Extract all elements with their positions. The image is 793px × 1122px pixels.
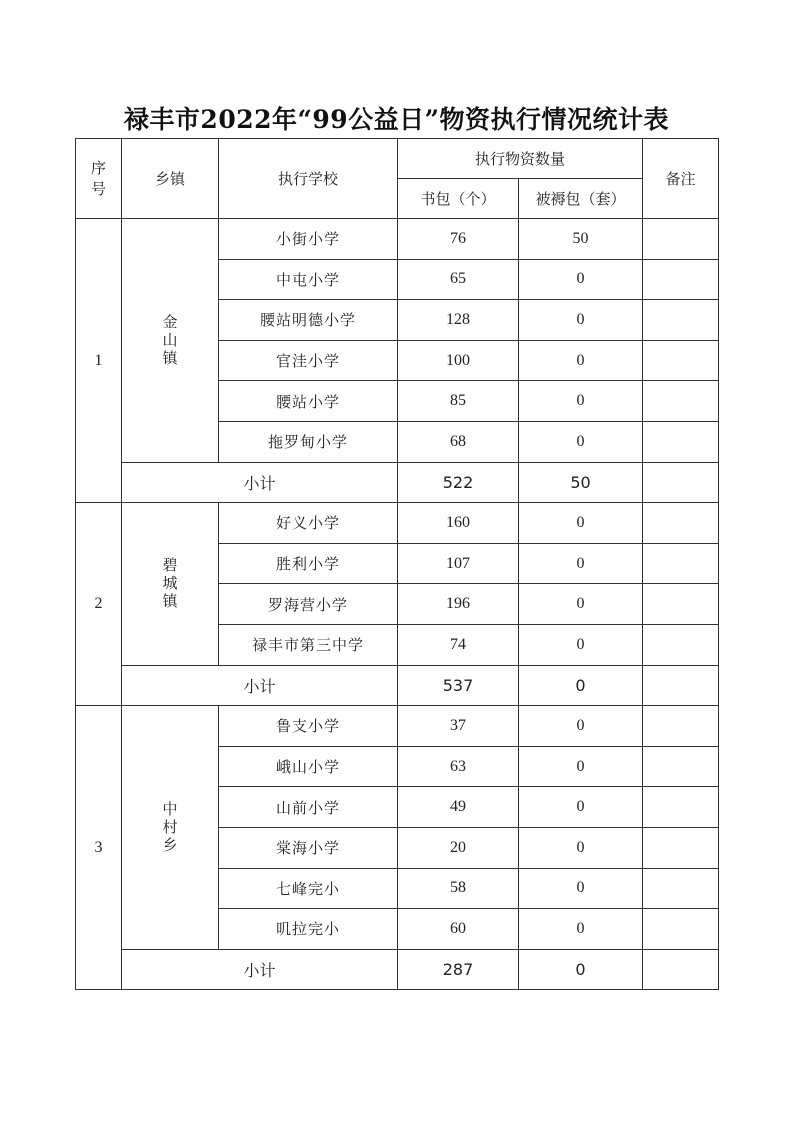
subtotal-row [76, 462, 719, 503]
seq-cell: 1 [76, 219, 122, 503]
school-cell: 腰站明德小学 [219, 300, 398, 341]
header-bags: 书包（个） [398, 179, 519, 219]
remark-cell [643, 219, 719, 260]
bedding-cell: 0 [519, 624, 643, 665]
town-name: 金山镇 [162, 312, 178, 367]
remark-cell [643, 746, 719, 787]
remark-cell [643, 584, 719, 625]
bedding-cell: 0 [519, 584, 643, 625]
town-cell [122, 219, 219, 463]
table-row [76, 706, 719, 747]
remark-cell [643, 827, 719, 868]
bags-cell: 37 [398, 706, 519, 747]
subtotal-bags: 522 [398, 462, 519, 503]
header-quantity: 执行物资数量 [398, 139, 643, 179]
bedding-cell: 0 [519, 340, 643, 381]
bags-cell: 20 [398, 827, 519, 868]
remark-cell [643, 949, 719, 990]
subtotal-row [76, 665, 719, 706]
bedding-cell: 0 [519, 827, 643, 868]
remark-cell [643, 665, 719, 706]
remark-cell [643, 421, 719, 462]
table-row [76, 503, 719, 544]
bags-cell: 58 [398, 868, 519, 909]
school-cell: 山前小学 [219, 787, 398, 828]
remark-cell [643, 300, 719, 341]
school-cell: 禄丰市第三中学 [219, 624, 398, 665]
school-cell: 棠海小学 [219, 827, 398, 868]
bedding-cell: 0 [519, 746, 643, 787]
subtotal-bags: 287 [398, 949, 519, 990]
page-title: 禄丰市2022年“99公益日”物资执行情况统计表 [123, 105, 670, 134]
bags-cell: 85 [398, 381, 519, 422]
subtotal-bedding: 0 [519, 949, 643, 990]
bedding-cell: 0 [519, 421, 643, 462]
school-cell: 鲁支小学 [219, 706, 398, 747]
header-town: 乡镇 [122, 139, 219, 219]
bags-cell: 196 [398, 584, 519, 625]
town-name: 碧城镇 [162, 556, 178, 611]
header-row [76, 139, 719, 179]
bags-cell: 74 [398, 624, 519, 665]
remark-cell [643, 868, 719, 909]
remark-cell [643, 909, 719, 950]
subtotal-label: 小计 [122, 462, 398, 503]
header-seq: 序号 [76, 139, 122, 219]
remark-cell [643, 543, 719, 584]
bedding-cell: 0 [519, 543, 643, 584]
table-body [76, 139, 719, 990]
header-bedding: 被褥包（套） [519, 179, 643, 219]
town-cell [122, 503, 219, 665]
remark-cell [643, 706, 719, 747]
bags-cell: 107 [398, 543, 519, 584]
subtotal-row [76, 949, 719, 990]
town-name: 中村乡 [162, 799, 178, 854]
school-cell: 罗海营小学 [219, 584, 398, 625]
bags-cell: 60 [398, 909, 519, 950]
bedding-cell: 0 [519, 300, 643, 341]
bags-cell: 76 [398, 219, 519, 260]
bedding-cell: 0 [519, 381, 643, 422]
remark-cell [643, 340, 719, 381]
seq-cell: 3 [76, 706, 122, 990]
bags-cell: 49 [398, 787, 519, 828]
bedding-cell: 0 [519, 503, 643, 544]
school-cell: 官洼小学 [219, 340, 398, 381]
bags-cell: 63 [398, 746, 519, 787]
remark-cell [643, 624, 719, 665]
bags-cell: 65 [398, 259, 519, 300]
remark-cell [643, 259, 719, 300]
header-school: 执行学校 [219, 139, 398, 219]
remark-cell [643, 462, 719, 503]
school-cell: 拖罗甸小学 [219, 421, 398, 462]
bedding-cell: 50 [519, 219, 643, 260]
town-cell [122, 706, 219, 950]
subtotal-bags: 537 [398, 665, 519, 706]
table-row [76, 219, 719, 260]
bedding-cell: 0 [519, 868, 643, 909]
subtotal-bedding: 50 [519, 462, 643, 503]
school-cell: 峨山小学 [219, 746, 398, 787]
bedding-cell: 0 [519, 787, 643, 828]
bags-cell: 160 [398, 503, 519, 544]
school-cell: 腰站小学 [219, 381, 398, 422]
school-cell: 中屯小学 [219, 259, 398, 300]
remark-cell [643, 787, 719, 828]
remark-cell [643, 381, 719, 422]
bedding-cell: 0 [519, 909, 643, 950]
school-cell: 小街小学 [219, 219, 398, 260]
seq-cell: 2 [76, 503, 122, 706]
bags-cell: 68 [398, 421, 519, 462]
school-cell: 叽拉完小 [219, 909, 398, 950]
subtotal-bedding: 0 [519, 665, 643, 706]
subtotal-label: 小计 [122, 665, 398, 706]
bags-cell: 128 [398, 300, 519, 341]
bedding-cell: 0 [519, 259, 643, 300]
header-remark: 备注 [643, 139, 719, 219]
school-cell: 好义小学 [219, 503, 398, 544]
bags-cell: 100 [398, 340, 519, 381]
statistics-table [75, 138, 719, 990]
bedding-cell: 0 [519, 706, 643, 747]
subtotal-label: 小计 [122, 949, 398, 990]
school-cell: 七峰完小 [219, 868, 398, 909]
school-cell: 胜利小学 [219, 543, 398, 584]
remark-cell [643, 503, 719, 544]
